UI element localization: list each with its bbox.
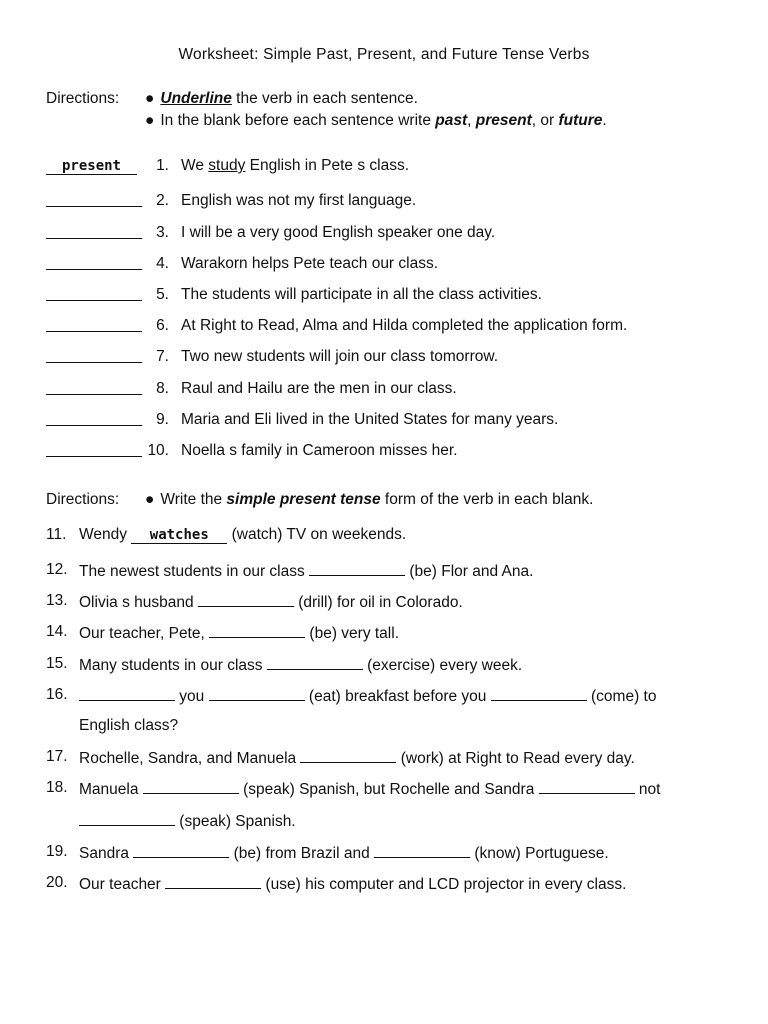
or-text: , or [531, 112, 559, 129]
sentence-text: Manuela [79, 781, 143, 798]
answer-blank[interactable] [309, 561, 405, 576]
question-sentence: I will be a very good English speaker one day. [181, 224, 496, 241]
answer-blank[interactable] [491, 686, 587, 701]
answer-blank[interactable] [267, 655, 363, 670]
question-number: 18. [46, 779, 68, 796]
answer-blank[interactable] [374, 843, 470, 858]
sentence-text: (drill) for oil in Colorado. [293, 594, 463, 611]
sentence-text: Sandra [79, 845, 134, 862]
question-sentence [79, 779, 660, 799]
sentence-text: Wendy [79, 526, 132, 543]
answer-blank[interactable] [209, 686, 305, 701]
question-sentence: Noella s family in Cameroon misses her. [181, 442, 458, 459]
underline-keyword: Underline [160, 90, 232, 107]
answer-blank[interactable] [46, 317, 142, 337]
bullet-icon: ● [145, 112, 155, 129]
directions-label: Directions: [46, 90, 120, 107]
sentence-text: The newest students in our class [79, 563, 310, 580]
question-number: 13. [46, 592, 68, 609]
sentence-text: not [634, 781, 661, 798]
question-number: 16. [46, 686, 68, 703]
answer-blank[interactable] [209, 623, 305, 638]
option-present: present [475, 112, 532, 129]
question-sentence: At Right to Read, Alma and Hilda completed the application form. [181, 317, 628, 334]
sentence-text: Rochelle, Sandra, and Manuela [79, 750, 301, 767]
question-number: 8. [156, 380, 169, 397]
question-sentence: Raul and Hailu are the men in our class. [181, 380, 457, 397]
answer-blank[interactable] [46, 348, 142, 368]
question-number: 9. [156, 411, 169, 428]
comma: , [467, 112, 476, 129]
question-sentence [79, 623, 399, 643]
question-number: 4. [156, 255, 169, 272]
question-number: 14. [46, 623, 68, 640]
question-sentence: Warakorn helps Pete teach our class. [181, 255, 439, 272]
answer-blank[interactable] [198, 592, 294, 607]
question-sentence [79, 561, 533, 581]
answer-blank[interactable] [46, 411, 142, 431]
sentence-text: Our teacher [79, 876, 166, 893]
sentence-text: Many students in our class [79, 657, 267, 674]
sentence-text: (know) Portuguese. [470, 845, 609, 862]
directions-2 [46, 491, 593, 509]
question-number: 19. [46, 843, 68, 860]
question-sentence [79, 843, 609, 863]
answer-blank[interactable] [79, 686, 175, 701]
sentence-text: Olivia s husband [79, 594, 198, 611]
answer-blank[interactable] [46, 286, 142, 306]
question-sentence [79, 748, 635, 768]
question-number: 17. [46, 748, 68, 765]
question-number: 11. [46, 526, 67, 543]
answer-blank[interactable] [46, 442, 142, 462]
directions-text: In the blank before each sentence write [160, 112, 436, 129]
question-sentence: English class? [79, 717, 179, 734]
sentence-text: Our teacher, Pete, [79, 625, 210, 642]
sentence-text: (speak) Spanish, but Rochelle and Sandra [238, 781, 539, 798]
question-number: 20. [46, 874, 68, 891]
handwritten-answer[interactable]: watches [131, 527, 227, 544]
question-number: 5. [156, 286, 169, 303]
sentence-text: We [181, 157, 209, 174]
underlined-verb: study [208, 157, 246, 174]
question-sentence [181, 157, 409, 175]
question-sentence [79, 811, 296, 831]
answer-blank[interactable] [46, 157, 142, 175]
directions-label: Directions: [46, 491, 120, 508]
question-number: 15. [46, 655, 68, 672]
question-sentence [79, 526, 406, 544]
bullet-icon: ● [145, 90, 155, 107]
question-number: 10. [147, 442, 169, 459]
answer-blank[interactable] [46, 224, 142, 244]
sentence-text: (speak) Spanish. [175, 813, 296, 830]
question-sentence [79, 874, 626, 894]
question-number: 6. [156, 317, 169, 334]
directions-text: the verb in each sentence. [231, 90, 418, 107]
handwritten-answer: present [46, 158, 137, 175]
question-number: 3. [156, 224, 169, 241]
answer-blank[interactable] [300, 748, 396, 763]
sentence-text: (be) from Brazil and [229, 845, 375, 862]
directions-text: Write the [160, 491, 227, 508]
question-number: 2. [156, 192, 169, 209]
directions-1 [46, 90, 418, 108]
question-number: 1. [156, 157, 169, 174]
sentence-text: (work) at Right to Read every day. [396, 750, 635, 767]
question-number: 12. [46, 561, 68, 578]
simple-present-keyword: simple present tense [226, 491, 381, 508]
question-sentence: Maria and Eli lived in the United States for many years. [181, 411, 559, 428]
sentence-text: English in Pete s class. [245, 157, 410, 174]
worksheet-title: Worksheet: Simple Past, Present, and Future Tense Verbs [178, 46, 590, 63]
period: . [602, 112, 607, 129]
directions-1-line-2 [145, 112, 607, 130]
answer-blank[interactable] [143, 779, 239, 794]
question-sentence [79, 686, 656, 706]
answer-blank[interactable] [133, 843, 229, 858]
answer-blank[interactable] [46, 380, 142, 400]
question-sentence [79, 655, 522, 675]
answer-blank[interactable] [165, 874, 261, 889]
sentence-text: (be) Flor and Ana. [405, 563, 534, 580]
sentence-text: (come) to [586, 688, 657, 705]
sentence-text: (use) his computer and LCD projector in every class. [261, 876, 627, 893]
sentence-text: (eat) breakfast before you [304, 688, 491, 705]
sentence-text: you [175, 688, 209, 705]
directions-text: form of the verb in each blank. [380, 491, 594, 508]
answer-blank[interactable] [79, 811, 175, 826]
sentence-text: (watch) TV on weekends. [227, 526, 407, 543]
question-sentence: English was not my first language. [181, 192, 417, 209]
question-sentence: Two new students will join our class tomorrow. [181, 348, 499, 365]
sentence-text: (be) very tall. [305, 625, 399, 642]
option-past: past [435, 112, 468, 129]
question-number: 7. [156, 348, 169, 365]
answer-blank[interactable] [46, 192, 142, 212]
sentence-text: (exercise) every week. [362, 657, 523, 674]
question-sentence: The students will participate in all the class activities. [181, 286, 542, 303]
answer-blank[interactable] [46, 255, 142, 275]
option-future: future [558, 112, 603, 129]
question-sentence [79, 592, 463, 612]
bullet-icon: ● [145, 491, 155, 508]
answer-blank[interactable] [539, 779, 635, 794]
